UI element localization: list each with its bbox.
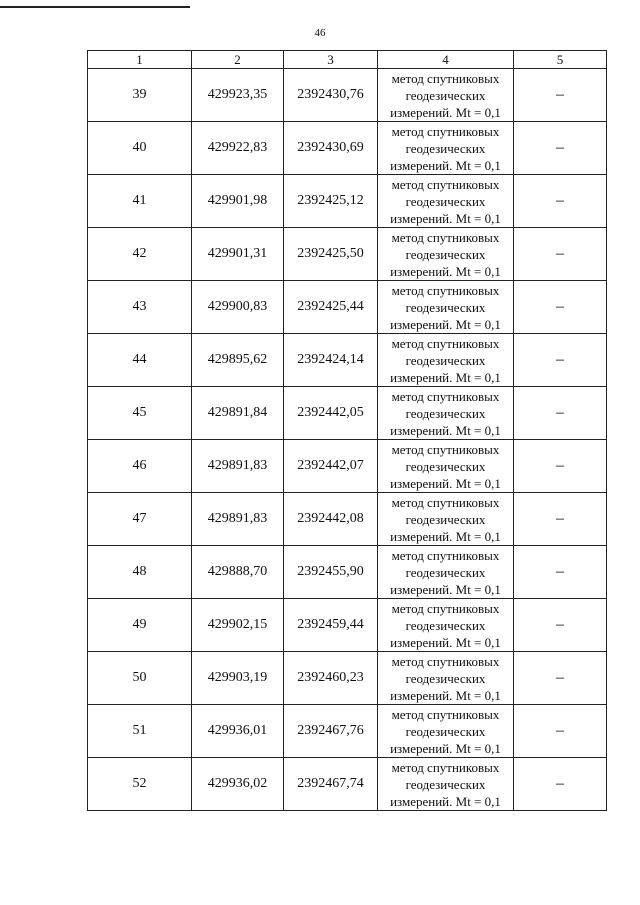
method-line-2: геодезических bbox=[405, 299, 486, 315]
method-line-1: метод спутниковых bbox=[391, 494, 500, 510]
method-description bbox=[378, 758, 514, 811]
method-description bbox=[378, 334, 514, 387]
method-line-1: метод спутниковых bbox=[391, 441, 500, 457]
coordinate-x: 429903,19 bbox=[192, 652, 284, 705]
dash-value: – bbox=[514, 228, 607, 281]
header-cell-4: 4 bbox=[378, 51, 514, 69]
method-line-1: метод спутниковых bbox=[391, 388, 500, 404]
table-row bbox=[88, 599, 607, 652]
point-number: 41 bbox=[88, 175, 192, 228]
table-row bbox=[88, 334, 607, 387]
table-row bbox=[88, 705, 607, 758]
method-line-3: измерений. Mt = 0,1 bbox=[390, 528, 501, 544]
method-line-1: метод спутниковых bbox=[391, 282, 500, 298]
dash-value: – bbox=[514, 758, 607, 811]
header-cell-3: 3 bbox=[284, 51, 378, 69]
coordinate-y: 2392442,08 bbox=[284, 493, 378, 546]
coordinate-y: 2392425,44 bbox=[284, 281, 378, 334]
table-row bbox=[88, 652, 607, 705]
method-description bbox=[378, 228, 514, 281]
table-body bbox=[88, 69, 607, 811]
method-line-3: измерений. Mt = 0,1 bbox=[390, 740, 501, 756]
table-row bbox=[88, 281, 607, 334]
coordinate-y: 2392442,05 bbox=[284, 387, 378, 440]
dash-value: – bbox=[514, 493, 607, 546]
table-row bbox=[88, 122, 607, 175]
coordinate-y: 2392459,44 bbox=[284, 599, 378, 652]
coordinate-y: 2392442,07 bbox=[284, 440, 378, 493]
dash-value: – bbox=[514, 281, 607, 334]
method-line-3: измерений. Mt = 0,1 bbox=[390, 263, 501, 279]
point-number: 48 bbox=[88, 546, 192, 599]
method-line-3: измерений. Mt = 0,1 bbox=[390, 634, 501, 650]
method-line-2: геодезических bbox=[405, 87, 486, 103]
coordinate-x: 429936,02 bbox=[192, 758, 284, 811]
table-row bbox=[88, 493, 607, 546]
coordinate-x: 429891,84 bbox=[192, 387, 284, 440]
dash-value: – bbox=[514, 599, 607, 652]
table-row bbox=[88, 546, 607, 599]
method-line-2: геодезических bbox=[405, 670, 486, 686]
point-number: 50 bbox=[88, 652, 192, 705]
method-line-2: геодезических bbox=[405, 405, 486, 421]
coordinate-x: 429901,98 bbox=[192, 175, 284, 228]
coordinates-table bbox=[87, 50, 607, 811]
method-line-3: измерений. Mt = 0,1 bbox=[390, 475, 501, 491]
method-description bbox=[378, 281, 514, 334]
method-description bbox=[378, 387, 514, 440]
coordinate-x: 429923,35 bbox=[192, 69, 284, 122]
coordinate-x: 429936,01 bbox=[192, 705, 284, 758]
dash-value: – bbox=[514, 546, 607, 599]
table-row bbox=[88, 175, 607, 228]
point-number: 51 bbox=[88, 705, 192, 758]
coordinate-x: 429888,70 bbox=[192, 546, 284, 599]
method-description bbox=[378, 599, 514, 652]
table-row bbox=[88, 758, 607, 811]
point-number: 44 bbox=[88, 334, 192, 387]
method-description bbox=[378, 69, 514, 122]
table-row bbox=[88, 387, 607, 440]
method-line-1: метод спутниковых bbox=[391, 70, 500, 86]
table-row bbox=[88, 69, 607, 122]
dash-value: – bbox=[514, 122, 607, 175]
method-line-2: геодезических bbox=[405, 776, 486, 792]
dash-value: – bbox=[514, 440, 607, 493]
dash-value: – bbox=[514, 334, 607, 387]
point-number: 42 bbox=[88, 228, 192, 281]
method-line-1: метод спутниковых bbox=[391, 600, 500, 616]
method-line-3: измерений. Mt = 0,1 bbox=[390, 104, 501, 120]
method-description bbox=[378, 652, 514, 705]
dash-value: – bbox=[514, 652, 607, 705]
coordinate-x: 429895,62 bbox=[192, 334, 284, 387]
method-description bbox=[378, 546, 514, 599]
dash-value: – bbox=[514, 705, 607, 758]
method-description bbox=[378, 705, 514, 758]
method-line-2: геодезических bbox=[405, 193, 486, 209]
coordinate-y: 2392455,90 bbox=[284, 546, 378, 599]
method-line-3: измерений. Mt = 0,1 bbox=[390, 581, 501, 597]
method-line-1: метод спутниковых bbox=[391, 229, 500, 245]
point-number: 40 bbox=[88, 122, 192, 175]
coordinate-x: 429901,31 bbox=[192, 228, 284, 281]
method-description bbox=[378, 122, 514, 175]
method-description bbox=[378, 440, 514, 493]
point-number: 49 bbox=[88, 599, 192, 652]
method-line-2: геодезических bbox=[405, 140, 486, 156]
header-cell-5: 5 bbox=[514, 51, 607, 69]
method-description bbox=[378, 493, 514, 546]
table-row bbox=[88, 228, 607, 281]
coordinate-y: 2392460,23 bbox=[284, 652, 378, 705]
method-line-2: геодезических bbox=[405, 564, 486, 580]
method-line-1: метод спутниковых bbox=[391, 759, 500, 775]
method-line-1: метод спутниковых bbox=[391, 653, 500, 669]
header-row bbox=[88, 51, 607, 69]
method-line-3: измерений. Mt = 0,1 bbox=[390, 793, 501, 809]
dash-value: – bbox=[514, 69, 607, 122]
coordinate-x: 429922,83 bbox=[192, 122, 284, 175]
coordinate-x: 429891,83 bbox=[192, 440, 284, 493]
coordinate-y: 2392424,14 bbox=[284, 334, 378, 387]
coordinate-y: 2392467,74 bbox=[284, 758, 378, 811]
header-cell-2: 2 bbox=[192, 51, 284, 69]
method-line-3: измерений. Mt = 0,1 bbox=[390, 210, 501, 226]
method-line-1: метод спутниковых bbox=[391, 123, 500, 139]
coordinate-y: 2392425,12 bbox=[284, 175, 378, 228]
header-cell-1: 1 bbox=[88, 51, 192, 69]
method-line-2: геодезических bbox=[405, 723, 486, 739]
coordinate-x: 429902,15 bbox=[192, 599, 284, 652]
point-number: 47 bbox=[88, 493, 192, 546]
point-number: 39 bbox=[88, 69, 192, 122]
page-number: 46 bbox=[314, 27, 326, 39]
dash-value: – bbox=[514, 175, 607, 228]
method-line-2: геодезических bbox=[405, 458, 486, 474]
point-number: 45 bbox=[88, 387, 192, 440]
method-line-2: геодезических bbox=[405, 352, 486, 368]
top-rule bbox=[0, 6, 190, 8]
method-line-3: измерений. Mt = 0,1 bbox=[390, 157, 501, 173]
method-line-1: метод спутниковых bbox=[391, 547, 500, 563]
coordinate-y: 2392430,76 bbox=[284, 69, 378, 122]
method-line-1: метод спутниковых bbox=[391, 335, 500, 351]
method-line-3: измерений. Mt = 0,1 bbox=[390, 369, 501, 385]
method-line-3: измерений. Mt = 0,1 bbox=[390, 422, 501, 438]
method-description bbox=[378, 175, 514, 228]
method-line-1: метод спутниковых bbox=[391, 176, 500, 192]
coordinate-y: 2392430,69 bbox=[284, 122, 378, 175]
method-line-1: метод спутниковых bbox=[391, 706, 500, 722]
point-number: 52 bbox=[88, 758, 192, 811]
table-row bbox=[88, 440, 607, 493]
point-number: 46 bbox=[88, 440, 192, 493]
method-line-2: геодезических bbox=[405, 617, 486, 633]
point-number: 43 bbox=[88, 281, 192, 334]
method-line-2: геодезических bbox=[405, 246, 486, 262]
coordinate-y: 2392425,50 bbox=[284, 228, 378, 281]
dash-value: – bbox=[514, 387, 607, 440]
coordinate-x: 429900,83 bbox=[192, 281, 284, 334]
method-line-2: геодезических bbox=[405, 511, 486, 527]
method-line-3: измерений. Mt = 0,1 bbox=[390, 316, 501, 332]
method-line-3: измерений. Mt = 0,1 bbox=[390, 687, 501, 703]
coordinate-x: 429891,83 bbox=[192, 493, 284, 546]
coordinate-y: 2392467,76 bbox=[284, 705, 378, 758]
